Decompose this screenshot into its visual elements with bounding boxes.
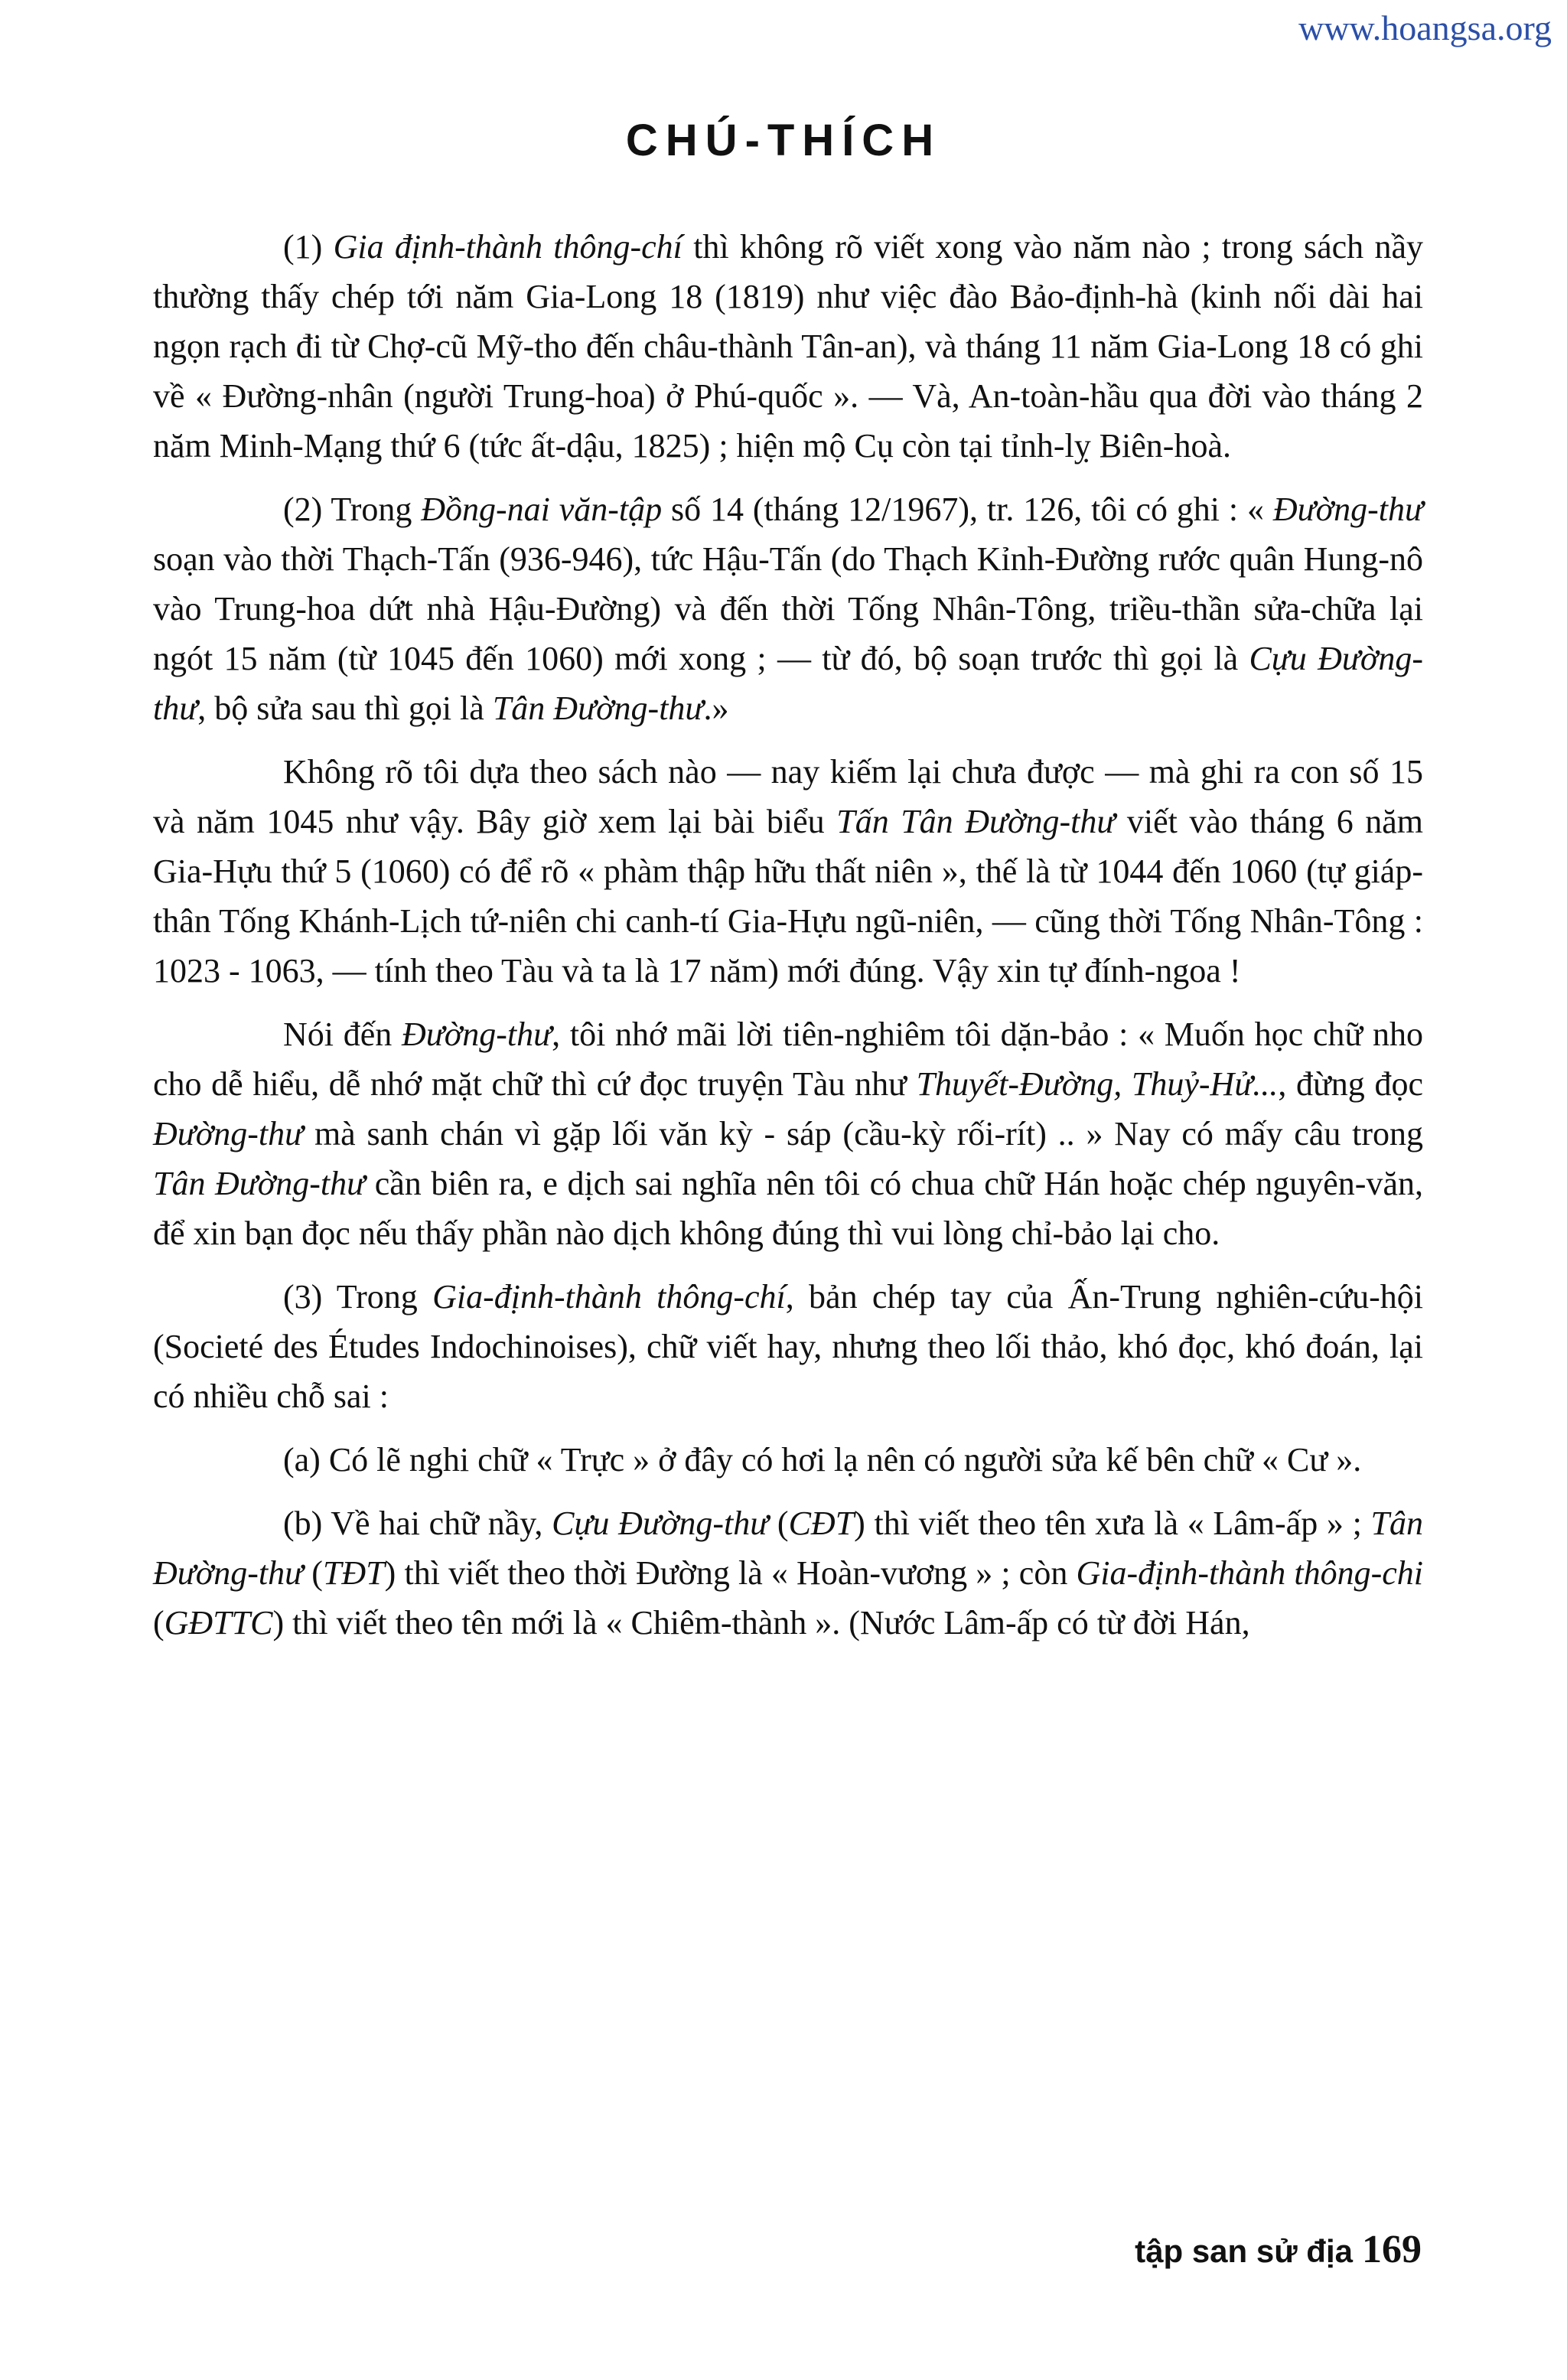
text-run: ( [303, 1554, 323, 1592]
text-run: Đồng-nai văn-tập [421, 491, 663, 528]
text-run: mà sanh chán vì gặp lối văn kỳ - sáp (cầu-kỳ rối-rít) .. » Nay có mấy câu trong [303, 1115, 1423, 1153]
text-run: TĐT [322, 1554, 385, 1592]
note-3b [153, 1498, 1423, 1648]
text-run: CĐT [788, 1505, 855, 1542]
text-run: viết vào tháng 6 năm Gia-Hựu thứ 5 (1060) có để rõ « phàm thập hữu thất niên », thế là từ 1044 đến 1060 (tự giáp-thân Tống Khánh-Lịch tứ-niên chi canh-tí Gia-Hựu ngũ-niên, — cũng thời Tống Nhân-Tông : 1023 - 1063, — tính theo Tàu và ta là 17 năm) mới đúng. Vậy xin tự đính-ngoa ! [153, 803, 1424, 989]
note-3a [153, 1435, 1423, 1485]
page-number: 169 [1362, 2228, 1422, 2271]
text-run: Đường-thư [1272, 491, 1423, 528]
page-title: CHÚ-THÍCH [625, 116, 942, 165]
text-run: Đường-thư [153, 1115, 304, 1153]
text-run: Tấn Tân Đường-thư [836, 803, 1116, 840]
text-run: Tân Đường-thư [492, 690, 704, 727]
text-run: ( [768, 1505, 789, 1542]
text-run: số 14 (tháng 12/1967), tr. 126, tôi có ghi : « [662, 491, 1273, 528]
text-run: ) thì viết theo tên mới là « Chiêm-thành ». (Nước Lâm-ấp có từ đời Hán, [272, 1604, 1250, 1642]
page-footer [1135, 2227, 1422, 2272]
text-run: Nói đến [283, 1016, 402, 1053]
text-run: (2) Trong [283, 491, 422, 528]
text-run: (3) Trong [283, 1278, 433, 1316]
text-run: , bộ sửa sau thì gọi là [197, 690, 493, 727]
note-1 [153, 222, 1423, 471]
magazine-name: tập san sử địa [1135, 2233, 1353, 2269]
note-2-continued [153, 747, 1423, 996]
text-run: Gia-định-thành thông-chí [432, 1278, 786, 1316]
text-run: cần biên ra, e dịch sai nghĩa nên tôi có chua chữ Hán hoặc chép nguyên-văn, để xin bạn đọc nếu thấy phần nào dịch không đúng thì vui lòng chỉ-bảo lại cho. [153, 1165, 1423, 1252]
text-run: , bản chép tay của Ấn-Trung nghiên-cứu-hội (Societé des Études Indochinoises), chữ viết hay, nhưng theo lối thảo, khó đọc, khó đoán, lại có nhiều chỗ sai : [153, 1278, 1423, 1415]
text-run: ( [153, 1604, 165, 1642]
text-run: ) thì viết theo tên xưa là « Lâm-ấp » ; [854, 1505, 1371, 1542]
text-run: Đường-thư [401, 1016, 552, 1053]
text-run: , tôi nhớ mãi lời tiên-nghiêm tôi dặn-bảo : « Muốn học chữ nho cho dễ hiểu, dễ nhớ mặt chữ thì cứ đọc truyện Tàu như [153, 1016, 1423, 1103]
text-run: soạn vào thời Thạch-Tấn (936-946), tức Hậu-Tấn (do Thạch Kỉnh-Đường rước quân Hung-nô vào Trung-hoa dứt nhà Hậu-Đường) và đến thời Tống Nhân-Tông, triều-thần sửa-chữa lại ngót 15 năm (từ 1045 đến 1060) mới xong ; — từ đó, bộ soạn trước thì gọi là [153, 540, 1423, 677]
notes-body [153, 222, 1423, 1651]
text-run: Tân Đường-thư [153, 1505, 1423, 1592]
text-run: , đừng đọc [1278, 1065, 1423, 1103]
text-run: (a) Có lẽ nghi chữ « Trực » ở đây có hơi lạ nên có người sửa kế bên chữ « Cư ». [283, 1441, 1362, 1479]
note-3 [153, 1272, 1423, 1421]
text-run: ) thì viết theo thời Đường là « Hoàn-vương » ; còn [384, 1554, 1077, 1592]
text-run: Không rõ tôi dựa theo sách nào — nay kiếm lại chưa được — mà ghi ra con số 15 và năm 1045 như vậy. Bây giờ xem lại bài biểu [153, 753, 1423, 840]
text-run: thì không rõ viết xong vào năm nào ; trong sách nầy thường thấy chép tới năm Gia-Long 18 (1819) như việc đào Bảo-định-hà (kinh nối dài hai ngọn rạch đi từ Chợ-cũ Mỹ-tho đến châu-thành Tân-an), và tháng 11 năm Gia-Long 18 có ghi về « Đường-nhân (người Trung-hoa) ở Phú-quốc ». — Và, An-toàn-hầu qua đời vào tháng 2 năm Minh-Mạng thứ 6 (tức ất-dậu, 1825) ; hiện mộ Cụ còn tại tỉnh-lỵ Biên-hoà. [153, 228, 1423, 465]
text-run: (b) Về hai chữ nầy, [283, 1505, 552, 1542]
note-2-aside [153, 1009, 1423, 1258]
site-url: www.hoangsa.org [1298, 8, 1552, 47]
note-2 [153, 484, 1423, 733]
text-run: Cựu Đường-thư [153, 640, 1424, 727]
text-run: Tân Đường-thư [153, 1165, 366, 1202]
text-run: Thuyết-Đường, Thuỷ-Hử... [916, 1065, 1279, 1103]
text-run: GĐTTC [164, 1604, 273, 1642]
text-run: Cựu Đường-thư [552, 1505, 769, 1542]
text-run: (1) [283, 228, 334, 266]
text-run: Gia-định-thành thông-chi [1076, 1554, 1424, 1592]
text-run: .» [703, 690, 729, 727]
text-run: Gia định-thành thông-chí [333, 228, 683, 266]
